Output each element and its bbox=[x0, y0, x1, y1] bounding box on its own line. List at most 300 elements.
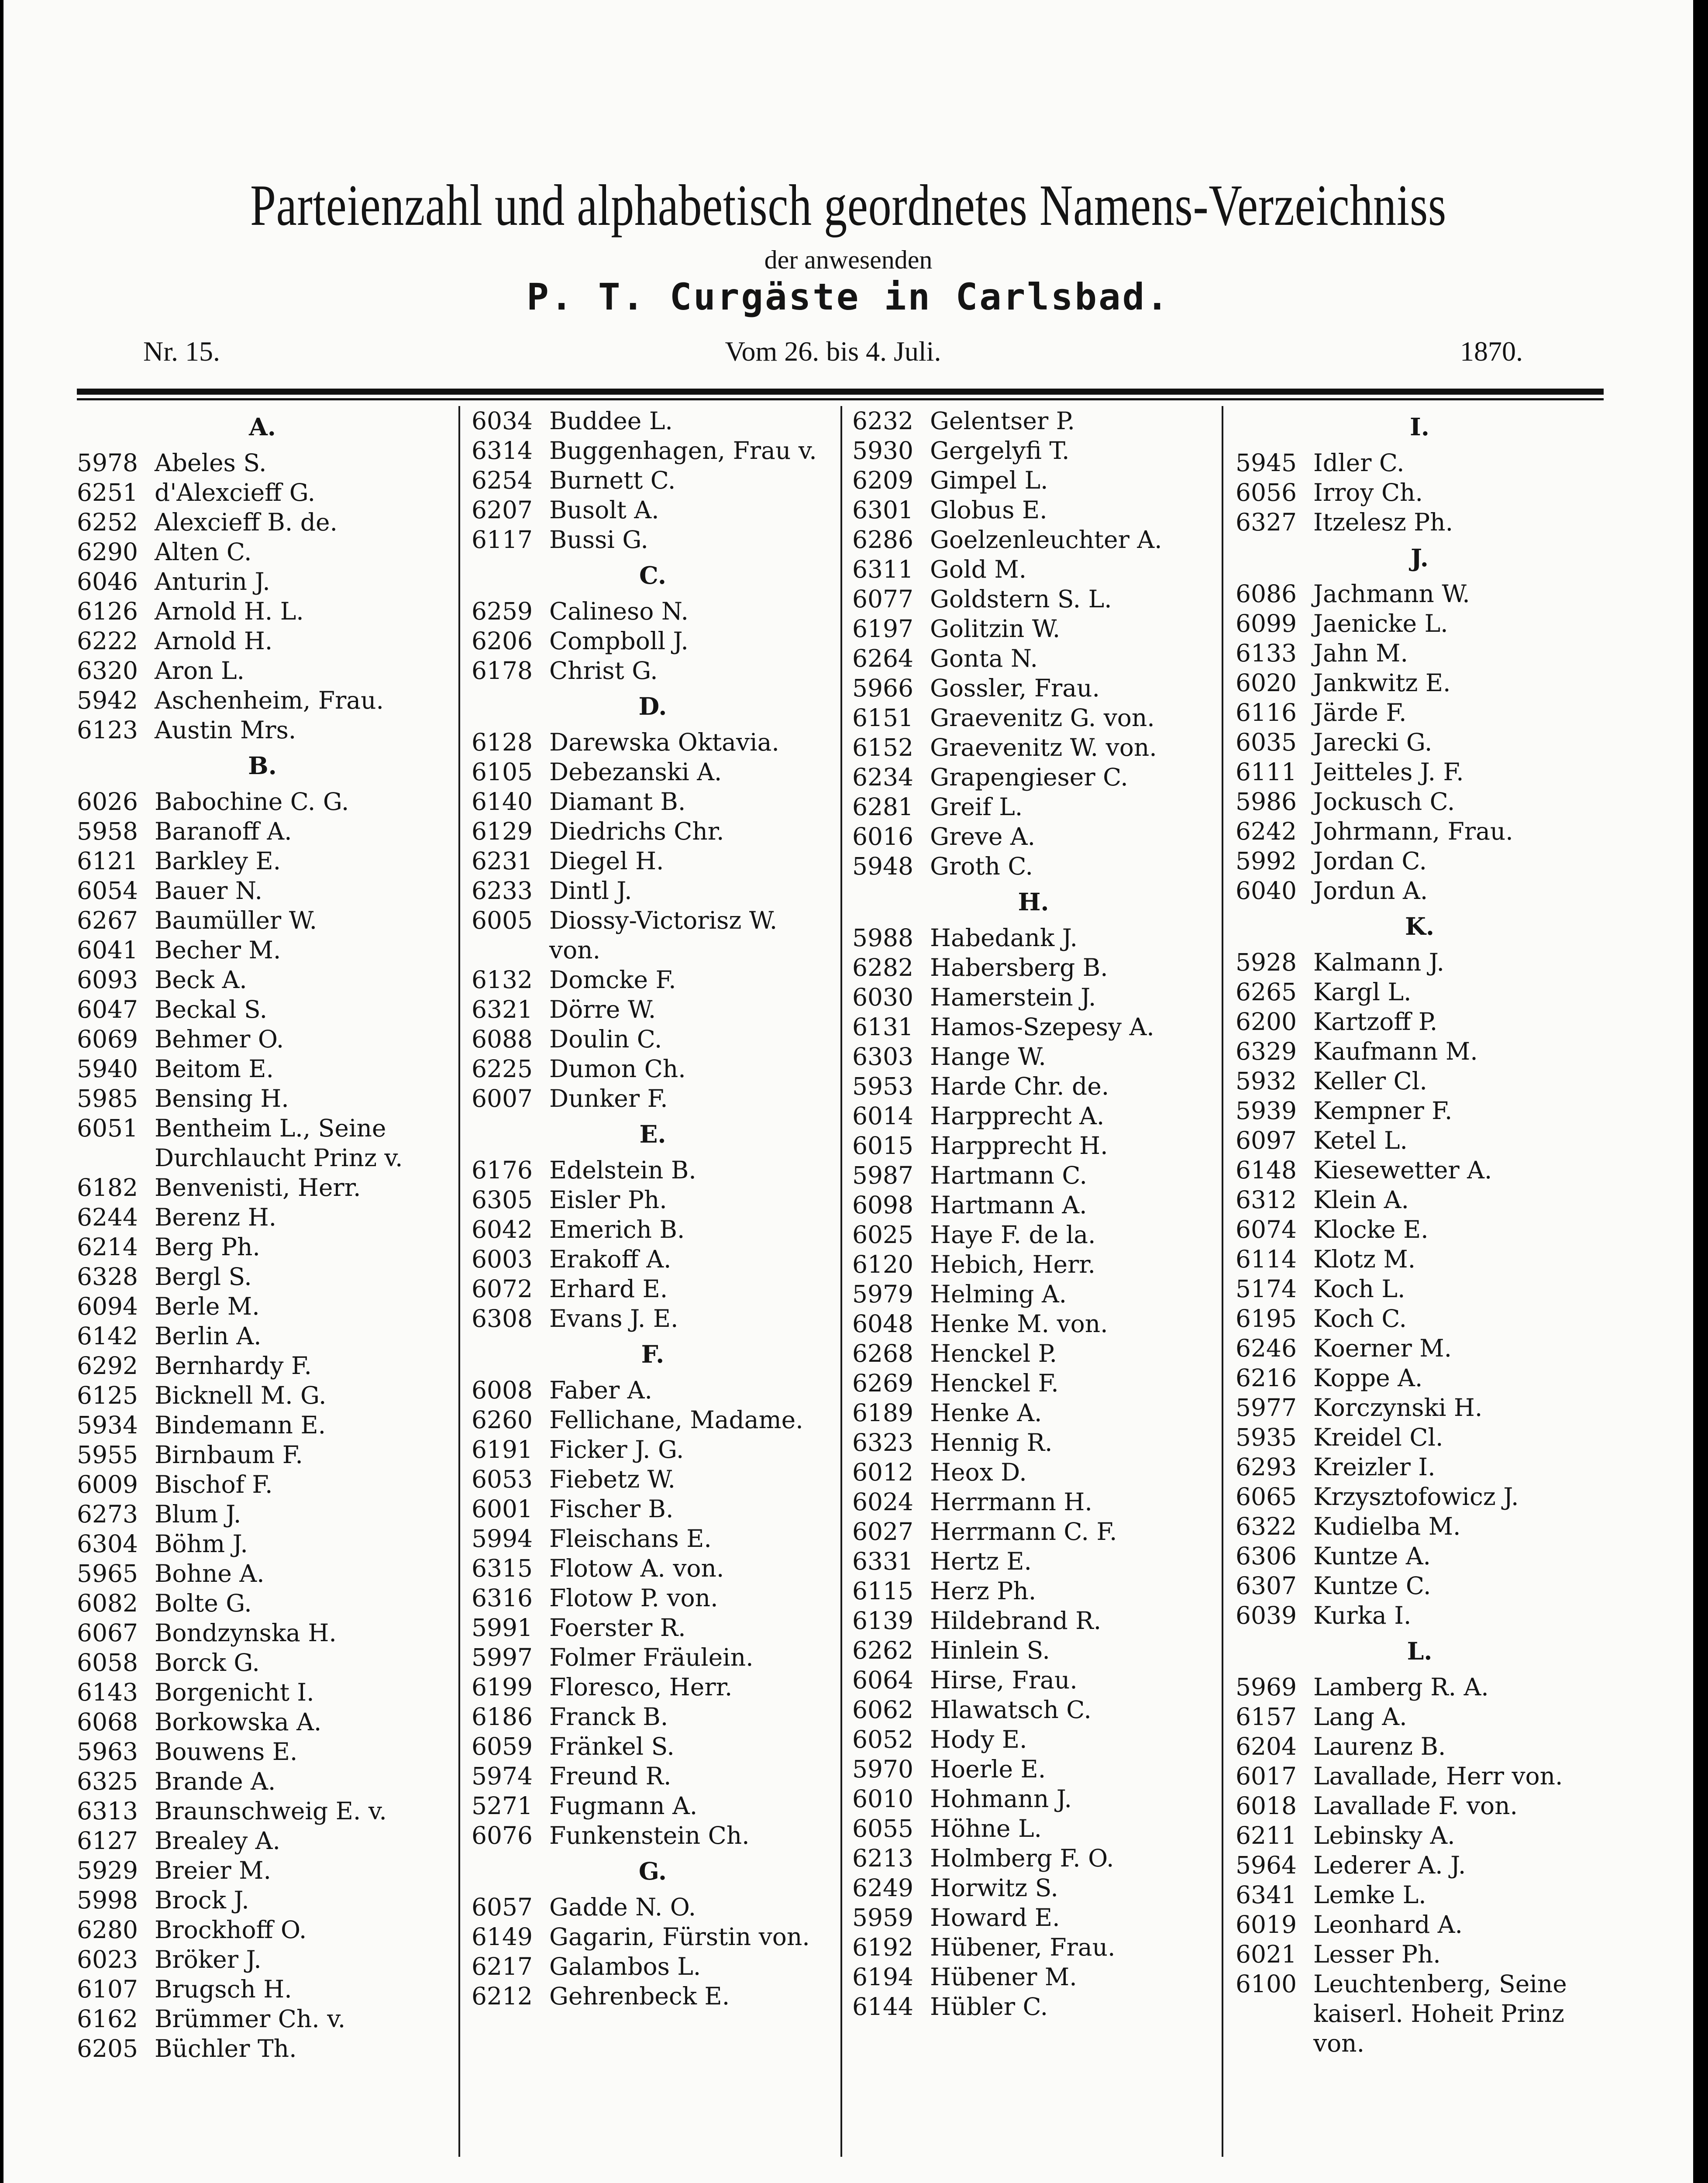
party-number: 6293 bbox=[1236, 1453, 1297, 1481]
guest-entry bbox=[1236, 1452, 1604, 1482]
party-number: 6162 bbox=[77, 2005, 138, 2033]
party-number: 5979 bbox=[852, 1280, 913, 1308]
party-number: 6129 bbox=[472, 817, 533, 845]
guest-entry bbox=[852, 1071, 1215, 1101]
guest-entry bbox=[1236, 1571, 1604, 1601]
party-number: 5988 bbox=[852, 924, 913, 952]
guest-entry bbox=[852, 1457, 1215, 1487]
party-number: 6132 bbox=[472, 966, 533, 994]
party-number: 5955 bbox=[77, 1441, 138, 1469]
guest-name: Goldstern S. L. bbox=[930, 585, 1112, 613]
subtitle: der anwesenden bbox=[764, 245, 933, 274]
party-number: 6133 bbox=[1236, 639, 1297, 667]
party-number: 6325 bbox=[77, 1767, 138, 1795]
guest-name: Hübler C. bbox=[930, 1993, 1048, 2021]
party-number: 5953 bbox=[852, 1072, 913, 1100]
section-letter: K. bbox=[1405, 912, 1434, 940]
party-number: 6200 bbox=[1236, 1008, 1297, 1036]
guest-name: Fellichane, Madame. bbox=[549, 1406, 803, 1434]
guest-entry bbox=[1236, 876, 1604, 906]
guest-entry bbox=[852, 1012, 1215, 1042]
guest-entry bbox=[1236, 947, 1604, 977]
guest-name: Idler C. bbox=[1313, 449, 1405, 477]
guest-name: Doulin C. bbox=[549, 1025, 662, 1053]
guest-name: Breier M. bbox=[155, 1856, 271, 1884]
party-number: 6007 bbox=[472, 1085, 533, 1112]
guest-name: Folmer Fräulein. bbox=[549, 1643, 754, 1671]
party-number: 6259 bbox=[472, 597, 533, 625]
guest-name: Berlin A. bbox=[155, 1322, 262, 1350]
guest-entry bbox=[77, 1202, 448, 1232]
guest-name: Höhne L. bbox=[930, 1815, 1042, 1842]
guest-entry bbox=[1236, 1850, 1604, 1880]
guest-entry bbox=[852, 762, 1215, 792]
guest-entry bbox=[77, 1677, 448, 1707]
party-number: 6305 bbox=[472, 1186, 533, 1214]
guest-entry bbox=[77, 965, 448, 995]
guest-entry bbox=[472, 406, 834, 436]
guest-entry bbox=[1236, 448, 1604, 478]
guest-entry bbox=[472, 495, 834, 525]
guest-name: Lavallade F. von. bbox=[1313, 1792, 1518, 1820]
guest-entry bbox=[472, 1981, 834, 2011]
guest-name: Aron L. bbox=[155, 657, 245, 685]
party-number: 5963 bbox=[77, 1738, 138, 1766]
guest-entry bbox=[852, 1160, 1215, 1190]
guest-entry bbox=[852, 1873, 1215, 1903]
guest-name: Barkley E. bbox=[155, 847, 281, 875]
guest-name-continuation: kaiserl. Hoheit Prinz bbox=[1313, 2000, 1564, 2028]
guest-entry bbox=[472, 1702, 834, 1732]
guest-entry bbox=[1236, 668, 1604, 698]
guest-entry bbox=[852, 584, 1215, 614]
guest-name: Koch L. bbox=[1313, 1275, 1405, 1303]
guest-name: Holmberg F. O. bbox=[930, 1844, 1114, 1872]
guest-name: Ficker J. G. bbox=[549, 1436, 684, 1463]
guest-name: Benvenisti, Herr. bbox=[155, 1174, 361, 1202]
party-number: 6308 bbox=[472, 1305, 533, 1333]
party-number: 6206 bbox=[472, 627, 533, 655]
guest-name: Bröker J. bbox=[155, 1945, 262, 1973]
party-number: 6047 bbox=[77, 995, 138, 1023]
guest-name: Darewska Oktavia. bbox=[549, 728, 779, 756]
party-number: 6125 bbox=[77, 1381, 138, 1409]
guest-entry bbox=[852, 1546, 1215, 1576]
party-number: 6105 bbox=[472, 758, 533, 786]
guest-name: Burnett C. bbox=[549, 466, 676, 494]
party-number: 6148 bbox=[1236, 1156, 1297, 1184]
party-number: 6016 bbox=[852, 823, 913, 850]
party-number: 6242 bbox=[1236, 817, 1297, 845]
guest-entry bbox=[1236, 1066, 1604, 1096]
guest-name: Klocke E. bbox=[1313, 1215, 1429, 1243]
guest-entry bbox=[1236, 1333, 1604, 1363]
guest-entry bbox=[1236, 1512, 1604, 1541]
party-number: 6290 bbox=[77, 538, 138, 566]
party-number: 6121 bbox=[77, 847, 138, 875]
guest-entry bbox=[1236, 1702, 1604, 1732]
guest-entry bbox=[472, 1435, 834, 1464]
guest-name: Beck A. bbox=[155, 966, 247, 994]
party-number: 6314 bbox=[472, 437, 533, 465]
party-number: 6008 bbox=[472, 1376, 533, 1404]
guest-entry bbox=[77, 787, 448, 816]
guest-entry bbox=[852, 1517, 1215, 1546]
party-number: 6058 bbox=[77, 1649, 138, 1677]
guest-name-continuation: von. bbox=[549, 936, 601, 964]
party-number: 6311 bbox=[852, 555, 913, 583]
party-number: 6209 bbox=[852, 466, 913, 494]
party-number: 6115 bbox=[852, 1577, 913, 1605]
party-number: 5174 bbox=[1236, 1275, 1297, 1303]
guest-name: Jordun A. bbox=[1313, 877, 1428, 905]
guest-entry bbox=[77, 1291, 448, 1321]
guest-name: Dunker F. bbox=[549, 1085, 668, 1112]
guest-entry bbox=[852, 1042, 1215, 1071]
guest-name: Lemke L. bbox=[1313, 1881, 1426, 1909]
guest-entry bbox=[852, 923, 1215, 953]
party-number: 6213 bbox=[852, 1844, 913, 1872]
party-number: 5974 bbox=[472, 1762, 533, 1790]
party-number: 6265 bbox=[1236, 978, 1297, 1006]
document-page bbox=[3, 0, 1693, 2183]
guest-entry bbox=[852, 1843, 1215, 1873]
guest-entry bbox=[472, 876, 834, 906]
party-number: 6251 bbox=[77, 479, 138, 506]
party-number: 6093 bbox=[77, 966, 138, 994]
party-number: 6260 bbox=[472, 1406, 533, 1434]
guest-entry bbox=[1236, 1910, 1604, 1939]
guest-name: Austin Mrs. bbox=[155, 716, 296, 744]
guest-name: Braunschweig E. v. bbox=[155, 1797, 387, 1825]
party-number: 6292 bbox=[77, 1352, 138, 1380]
party-number: 6048 bbox=[852, 1310, 913, 1338]
party-number: 6176 bbox=[472, 1156, 533, 1184]
guest-entry bbox=[77, 715, 448, 745]
party-number: 6252 bbox=[77, 508, 138, 536]
guest-name: Bussi G. bbox=[549, 526, 648, 554]
guest-entry bbox=[77, 478, 448, 507]
guest-entry bbox=[77, 448, 448, 478]
party-number: 6186 bbox=[472, 1703, 533, 1731]
party-number: 6126 bbox=[77, 597, 138, 625]
guest-name: Heox D. bbox=[930, 1458, 1027, 1486]
guest-name: Hamerstein J. bbox=[930, 983, 1096, 1011]
guest-entry bbox=[77, 2034, 448, 2063]
party-number: 6100 bbox=[1236, 1970, 1297, 1998]
guest-name: Graevenitz W. von. bbox=[930, 733, 1157, 761]
guest-entry bbox=[852, 1190, 1215, 1220]
guest-entry bbox=[1236, 1126, 1604, 1155]
column-divider bbox=[1222, 406, 1223, 2157]
guest-entry bbox=[852, 1131, 1215, 1160]
guest-entry bbox=[472, 1821, 834, 1850]
guest-name: Birnbaum F. bbox=[155, 1441, 303, 1469]
party-number: 6312 bbox=[1236, 1186, 1297, 1214]
guest-entry bbox=[472, 995, 834, 1024]
party-number: 5970 bbox=[852, 1755, 913, 1783]
guest-entry bbox=[472, 1583, 834, 1613]
guest-entry bbox=[472, 757, 834, 787]
party-number: 5959 bbox=[852, 1904, 913, 1932]
guest-name: Gold M. bbox=[930, 555, 1027, 583]
party-number: 6269 bbox=[852, 1369, 913, 1397]
guest-entry bbox=[1236, 1393, 1604, 1422]
guest-name: Funkenstein Ch. bbox=[549, 1821, 750, 1849]
guest-entry bbox=[472, 1613, 834, 1642]
party-number: 5991 bbox=[472, 1614, 533, 1642]
party-number: 5998 bbox=[77, 1886, 138, 1914]
guest-entry bbox=[472, 626, 834, 656]
party-number: 6267 bbox=[77, 906, 138, 934]
guest-name: Busolt A. bbox=[549, 496, 659, 524]
guest-name: Hirse, Frau. bbox=[930, 1666, 1078, 1694]
guest-entry bbox=[1236, 1363, 1604, 1393]
party-number: 6054 bbox=[77, 877, 138, 905]
guest-entry bbox=[77, 1351, 448, 1381]
party-number: 5928 bbox=[1236, 948, 1297, 976]
party-number: 6268 bbox=[852, 1339, 913, 1367]
guest-name: Harpprecht A. bbox=[930, 1102, 1105, 1130]
guest-name: Koppe A. bbox=[1313, 1364, 1423, 1392]
party-number: 6212 bbox=[472, 1982, 533, 2010]
guest-name: Henckel P. bbox=[930, 1339, 1057, 1367]
guest-name: Henke M. von. bbox=[930, 1310, 1108, 1338]
party-number: 6046 bbox=[77, 568, 138, 596]
guest-entry bbox=[1236, 1185, 1604, 1215]
guest-entry bbox=[77, 935, 448, 965]
guest-entry bbox=[852, 733, 1215, 762]
guest-entry bbox=[852, 1903, 1215, 1932]
guest-name: Brealey A. bbox=[155, 1827, 280, 1855]
section-letter: G. bbox=[638, 1857, 667, 1885]
party-number: 6094 bbox=[77, 1292, 138, 1320]
party-number: 6026 bbox=[77, 788, 138, 816]
guest-name: Fiebetz W. bbox=[549, 1465, 676, 1493]
party-number: 6204 bbox=[1236, 1732, 1297, 1760]
party-number: 6182 bbox=[77, 1174, 138, 1202]
guest-name: Lederer A. J. bbox=[1313, 1851, 1466, 1879]
guest-entry bbox=[77, 626, 448, 656]
party-number: 6114 bbox=[1236, 1245, 1297, 1273]
party-number: 6068 bbox=[77, 1708, 138, 1736]
guest-name: Borck G. bbox=[155, 1649, 260, 1677]
guest-entry bbox=[77, 1173, 448, 1202]
party-number: 6192 bbox=[852, 1933, 913, 1961]
guest-entry bbox=[852, 1398, 1215, 1428]
guest-name: Flotow P. von. bbox=[549, 1584, 718, 1612]
party-number: 6030 bbox=[852, 983, 913, 1011]
party-number: 6023 bbox=[77, 1945, 138, 1973]
guest-entry bbox=[77, 537, 448, 567]
party-number: 6303 bbox=[852, 1043, 913, 1071]
guest-name: Faber A. bbox=[549, 1376, 652, 1404]
guest-entry bbox=[1236, 638, 1604, 668]
party-number: 6021 bbox=[1236, 1940, 1297, 1968]
guest-name: Klein A. bbox=[1313, 1186, 1409, 1214]
guest-entry bbox=[77, 1262, 448, 1291]
party-number: 6107 bbox=[77, 1975, 138, 2003]
guest-name: Hlawatsch C. bbox=[930, 1696, 1092, 1724]
guest-name: Emerich B. bbox=[549, 1215, 685, 1243]
guest-name: Jordan C. bbox=[1313, 847, 1427, 875]
party-number: 6039 bbox=[1236, 1601, 1297, 1629]
guest-entry bbox=[472, 1494, 834, 1524]
section-letter: H. bbox=[1018, 888, 1049, 916]
guest-entry bbox=[77, 1945, 448, 1974]
party-number: 6020 bbox=[1236, 669, 1297, 697]
party-number: 6199 bbox=[472, 1673, 533, 1701]
guest-name: Hinlein S. bbox=[930, 1636, 1050, 1664]
guest-name: Böhm J. bbox=[155, 1530, 248, 1558]
guest-name: Hohmann J. bbox=[930, 1785, 1072, 1813]
party-number: 5940 bbox=[77, 1055, 138, 1083]
section-letter: L. bbox=[1407, 1637, 1433, 1665]
issue-number: Nr. 15. bbox=[143, 336, 220, 367]
party-number: 6143 bbox=[77, 1678, 138, 1706]
guest-name: Haye F. de la. bbox=[930, 1221, 1096, 1249]
guest-name: Baranoff A. bbox=[155, 817, 292, 845]
guest-name: Bergl S. bbox=[155, 1263, 252, 1291]
guest-name: Büchler Th. bbox=[155, 2035, 297, 2062]
guest-entry bbox=[852, 953, 1215, 982]
guest-entry bbox=[77, 816, 448, 846]
guest-entry bbox=[472, 1274, 834, 1304]
party-number: 6005 bbox=[472, 906, 533, 934]
guest-entry bbox=[472, 906, 834, 935]
guest-name: Christ G. bbox=[549, 657, 658, 685]
guest-name: d'Alexcieff G. bbox=[155, 479, 316, 506]
column-divider bbox=[840, 406, 842, 2157]
guest-name: Dintl J. bbox=[549, 877, 632, 905]
guest-entry bbox=[852, 703, 1215, 733]
guest-entry bbox=[472, 727, 834, 757]
guest-entry bbox=[77, 1648, 448, 1677]
guest-entry bbox=[1236, 1791, 1604, 1821]
guest-name: Laurenz B. bbox=[1313, 1732, 1446, 1760]
guest-entry bbox=[852, 1250, 1215, 1279]
guest-entry bbox=[1236, 1821, 1604, 1850]
party-number: 6205 bbox=[77, 2035, 138, 2062]
guest-entry bbox=[77, 2004, 448, 2034]
guest-name: Gonta N. bbox=[930, 644, 1038, 672]
party-number: 6001 bbox=[472, 1495, 533, 1523]
party-number: 6018 bbox=[1236, 1792, 1297, 1820]
guest-entry bbox=[852, 982, 1215, 1012]
guest-name: Evans J. E. bbox=[549, 1305, 678, 1333]
guest-name: Jachmann W. bbox=[1313, 580, 1470, 608]
party-number: 6306 bbox=[1236, 1542, 1297, 1570]
guest-name: Hartmann A. bbox=[930, 1191, 1087, 1219]
party-number: 6189 bbox=[852, 1399, 913, 1427]
party-number: 6077 bbox=[852, 585, 913, 613]
party-number: 6207 bbox=[472, 496, 533, 524]
party-number: 5997 bbox=[472, 1643, 533, 1671]
guest-name: Blum J. bbox=[155, 1500, 241, 1528]
party-number: 6286 bbox=[852, 526, 913, 554]
party-number: 6249 bbox=[852, 1874, 913, 1902]
guest-entry bbox=[77, 1321, 448, 1351]
guest-entry bbox=[852, 1101, 1215, 1131]
guest-name: Erhard E. bbox=[549, 1275, 668, 1303]
guest-name: Berle M. bbox=[155, 1292, 260, 1320]
guest-name: Lamberg R. A. bbox=[1313, 1673, 1489, 1701]
guest-name: Fugmann A. bbox=[549, 1792, 698, 1820]
guest-name: Debezanski A. bbox=[549, 758, 722, 786]
guest-name: Edelstein B. bbox=[549, 1156, 696, 1184]
guest-entry bbox=[77, 1084, 448, 1113]
guest-name: Graevenitz G. von. bbox=[930, 704, 1155, 732]
guest-name: Becher M. bbox=[155, 936, 281, 964]
guest-entry bbox=[852, 554, 1215, 584]
section-letter: A. bbox=[249, 413, 276, 441]
party-number: 6152 bbox=[852, 733, 913, 761]
guest-name: Brümmer Ch. v. bbox=[155, 2005, 346, 2033]
guest-name: Howard E. bbox=[930, 1904, 1060, 1932]
guest-name: Bouwens E. bbox=[155, 1738, 298, 1766]
guest-entry bbox=[472, 965, 834, 995]
party-number: 6197 bbox=[852, 615, 913, 643]
party-number: 6233 bbox=[472, 877, 533, 905]
name-column-2 bbox=[472, 406, 834, 2011]
guest-entry bbox=[472, 656, 834, 685]
guest-entry bbox=[852, 1279, 1215, 1309]
guest-name: Jaenicke L. bbox=[1313, 609, 1448, 637]
party-number: 5945 bbox=[1236, 449, 1297, 477]
guest-entry bbox=[472, 816, 834, 846]
party-number: 5964 bbox=[1236, 1851, 1297, 1879]
guest-name: Aschenheim, Frau. bbox=[155, 686, 384, 714]
party-number: 6062 bbox=[852, 1696, 913, 1724]
guest-name: Koerner M. bbox=[1313, 1334, 1452, 1362]
guest-entry bbox=[472, 1952, 834, 1981]
guest-name: Kargl L. bbox=[1313, 978, 1412, 1006]
guest-entry bbox=[77, 1618, 448, 1648]
party-number: 6281 bbox=[852, 793, 913, 821]
guest-entry bbox=[1236, 1215, 1604, 1244]
guest-name: Harde Chr. de. bbox=[930, 1072, 1109, 1100]
guest-name: Domcke F. bbox=[549, 966, 676, 994]
party-number: 6144 bbox=[852, 1993, 913, 2021]
party-number: 5977 bbox=[1236, 1394, 1297, 1422]
party-number: 6012 bbox=[852, 1458, 913, 1486]
party-number: 6056 bbox=[1236, 479, 1297, 506]
party-number: 6178 bbox=[472, 657, 533, 685]
guest-name: Kaufmann M. bbox=[1313, 1037, 1478, 1065]
guest-name: Jeitteles J. F. bbox=[1313, 758, 1464, 786]
guest-name: Dörre W. bbox=[549, 995, 656, 1023]
guest-entry bbox=[472, 1405, 834, 1435]
section-letter: C. bbox=[639, 561, 666, 589]
guest-entry bbox=[77, 1796, 448, 1826]
guest-entry bbox=[852, 406, 1215, 436]
guest-name: Bauer N. bbox=[155, 877, 263, 905]
guest-entry bbox=[77, 1232, 448, 1262]
header-rule-thick bbox=[77, 389, 1604, 395]
guest-entry bbox=[1236, 478, 1604, 507]
party-number: 6053 bbox=[472, 1465, 533, 1493]
guest-name: Korczynski H. bbox=[1313, 1394, 1483, 1422]
guest-name: Bentheim L., Seine bbox=[155, 1114, 386, 1142]
guest-name: Kreidel Cl. bbox=[1313, 1423, 1443, 1451]
guest-name: Gergelyfi T. bbox=[930, 437, 1070, 465]
party-number: 6214 bbox=[77, 1233, 138, 1261]
guest-entry bbox=[472, 1732, 834, 1761]
guest-name: Fischer B. bbox=[549, 1495, 674, 1523]
guest-name: Globus E. bbox=[930, 496, 1047, 524]
guest-entry bbox=[852, 1665, 1215, 1695]
party-number: 6051 bbox=[77, 1114, 138, 1142]
